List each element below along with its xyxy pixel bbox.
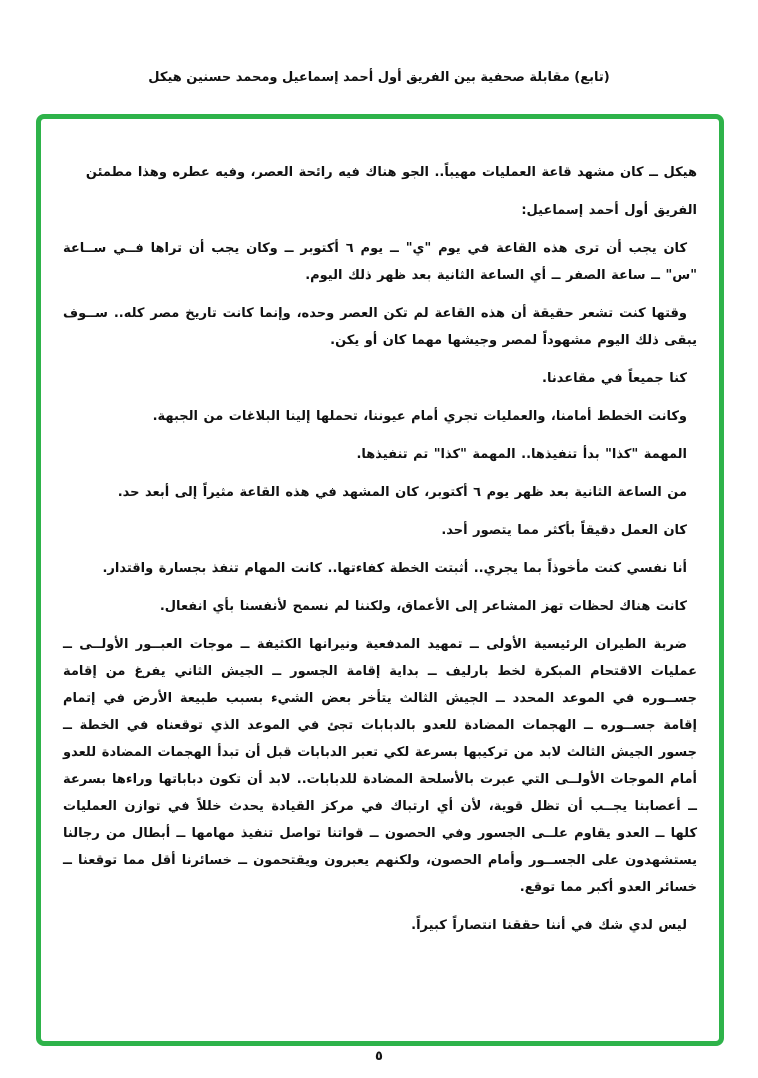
paragraph-battle-summary: ضربة الطيران الرئيسية الأولى ــ تمهيد المدفعية ونيرانها الكثيفة ــ موجات العبــور الأولــى ــ عمليات الاقتحام المبكرة لخط بارليف ــ بداية إقامة الجسور ــ الجيش الثاني يفرغ من إقامة جســوره في الموعد المحدد ــ الجيش الثالث يتأخر بعض الشيء بسبب طبيعة الأرض في إتمام إقامة جســوره ــ الهجمات المضادة للعدو بالدبابات تجئ في الموعد الذي توقعناه في الخطة ــ جسور الجيش الثالث لابد من تركيبها بسرعة لكي تعبر الدبابات قبل أن تبدأ الهجمات المضادة للعدو أمام الموجات الأولــى التي عبرت بالأسلحة المضادة للدبابات.. لابد أن تكون دباباتها وراءها بسرعة ــ أعصابنا يجــب أن تظل قوية، لأن أي ارتباك في مركز القيادة يحدث خللاً في توازن العمليات كلها ــ العدو يقاوم علــى الجسور وفي الحصون ــ قواتنا تواصل تنفيذ مهامها ــ أبطال من رجالنا يستشهدون على الجســور وأمام الحصون، ولكنهم يعبرون ويقتحمون ــ خسائرنا أقل مما توقعنا ــ خسائر العدو أكبر مما توقع. bbox=[63, 637, 697, 895]
paragraph-conclusion: ليس لدي شك في أننا حققنا انتصاراً كبيراً. bbox=[411, 918, 687, 933]
paragraph: وقتها كنت تشعر حقيقة أن هذه القاعة لم تكن العصر وحده، وإنما كانت تاريخ مصر كله.. ســوف يبقى ذلك اليوم مشهوداً لمصر وجيشها مهما كان أو يكن. bbox=[63, 306, 697, 348]
content-frame bbox=[36, 114, 724, 1046]
paragraph: كنا جميعاً في مقاعدنا. bbox=[542, 371, 687, 386]
paragraph-heikal-intro: هيكل ــ كان مشهد قاعة العمليات مهيباً.. الجو هناك فيه رائحة العصر، وفيه عطره وهذا مطمئن bbox=[85, 165, 697, 180]
paragraph: كان العمل دقيقاً بأكثر مما يتصور أحد. bbox=[441, 523, 687, 538]
page-number: ٥ bbox=[375, 1049, 383, 1064]
paragraph-speaker-name: الفريق أول أحمد إسماعيل: bbox=[521, 203, 697, 218]
paragraph: أنا نفسي كنت مأخوذاً بما يجري.. أثبتت الخطة كفاءتها.. كانت المهام تنفذ بجسارة واقتدار. bbox=[102, 561, 687, 576]
paragraph: من الساعة الثانية بعد ظهر يوم ٦ أكتوبر، كان المشهد في هذه القاعة مثيراً إلى أبعد حد. bbox=[117, 485, 687, 500]
paragraph: وكانت الخطط أمامنا، والعمليات تجري أمام عيوننا، تحملها إلينا البلاغات من الجبهة. bbox=[152, 409, 687, 424]
paragraph: كان يجب أن ترى هذه القاعة في يوم "ي" ــ يوم ٦ أكتوبر ــ وكان يجب أن تراها فــي ســاعة "س" ــ ساعة الصفر ــ أي الساعة الثانية بعد ظهر ذلك اليوم. bbox=[63, 241, 697, 283]
page-header: (تابع) مقابلة صحفية بين الفريق أول أحمد إسماعيل ومحمد حسنين هيكل bbox=[148, 70, 610, 85]
paragraph: كانت هناك لحظات تهز المشاعر إلى الأعماق، ولكننا لم نسمح لأنفسنا بأي انفعال. bbox=[159, 599, 687, 614]
paragraph: المهمة "كذا" بدأ تنفيذها.. المهمة "كذا" تم تنفيذها. bbox=[356, 447, 687, 462]
